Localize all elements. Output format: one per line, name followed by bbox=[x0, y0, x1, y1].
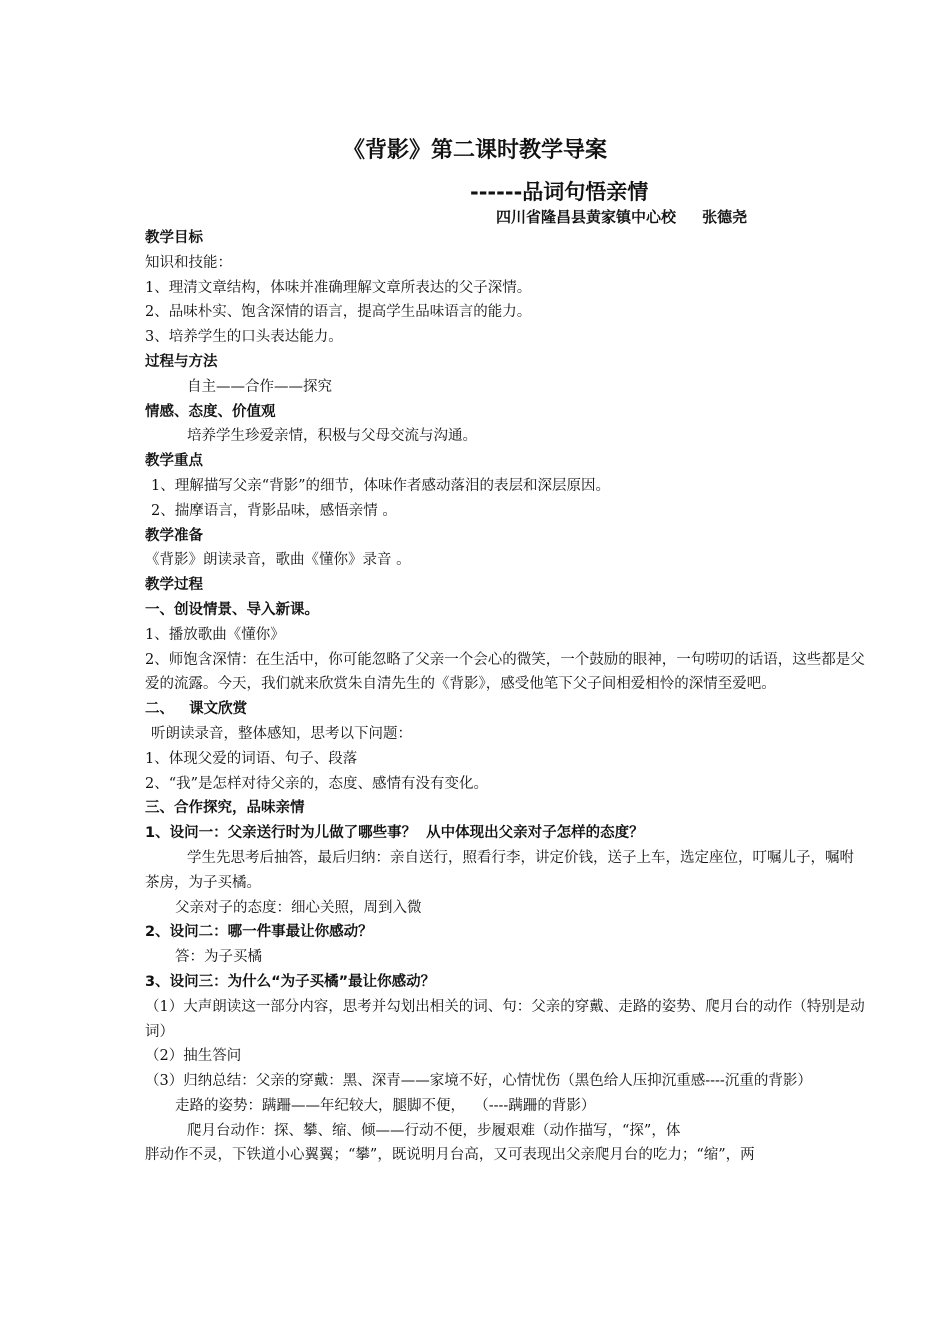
answer-text: 答：为子买橘 bbox=[175, 949, 262, 966]
question-heading: 3、设问三：为什么“为子买橘”最让你感动？ bbox=[145, 973, 436, 990]
key-point-item: 2、揣摩语言，背影品味，感悟亲情 。 bbox=[151, 502, 397, 519]
section-heading-values: 情感、态度、价值观 bbox=[145, 403, 276, 420]
step-heading: 二、 课文欣赏 bbox=[145, 701, 248, 718]
step-item: 1、播放歌曲《懂你》 bbox=[145, 626, 285, 643]
document-title: 《背影》第二课时教学导案 bbox=[342, 138, 607, 163]
objective-item: 1、理清文章结构，体味并准确理解文章所表达的父子深情。 bbox=[145, 279, 532, 296]
author-line: 四川省隆昌县黄家镇中心校 张德尧 bbox=[496, 208, 748, 226]
analysis-paragraph: （3）归纳总结：父亲的穿戴：黑、深青——家境不好，心情忧伤（黑色给人压抑沉重感----沉重的背影） bbox=[145, 1073, 812, 1090]
document-subtitle: ------品词句悟亲情 bbox=[470, 180, 649, 204]
section-heading-key-points: 教学重点 bbox=[145, 453, 203, 470]
answer-text: 父亲对子的态度：细心关照，周到入微 bbox=[175, 899, 422, 916]
step-heading: 三、合作探究，品味亲情 bbox=[145, 800, 305, 817]
analysis-item: （2）抽生答问 bbox=[145, 1048, 242, 1065]
preparation-text: 《背影》朗读录音，歌曲《懂你》录音 。 bbox=[145, 552, 411, 569]
objective-item: 3、培养学生的口头表达能力。 bbox=[145, 329, 343, 346]
method-text: 自主——合作——探究 bbox=[187, 378, 332, 395]
section-heading-process-method: 过程与方法 bbox=[145, 353, 218, 370]
step-item: 1、体现父爱的词语、句子、段落 bbox=[145, 750, 358, 767]
analysis-item: 胖动作不灵，下铁道小心翼翼；“攀”，既说明月台高，又可表现出父亲爬月台的吃力；“缩”，两 bbox=[145, 1147, 755, 1164]
analysis-paragraph: （1）大声朗读这一部分内容，思考并勾划出相关的词、句：父亲的穿戴、走路的姿势、爬月台的动作（特别是动词） bbox=[145, 998, 865, 1040]
step-paragraph: 2、师饱含深情：在生活中，你可能忽略了父亲一个会心的微笑，一个鼓励的眼神，一句唠叨的话语，这些都是父爱的流露。今天，我们就来欣赏朱自清先生的《背影》，感受他笔下父子间相爱相怜的深情至爱吧。 bbox=[145, 651, 865, 693]
question-heading: 1、设问一：父亲送行时为儿做了哪些事？ 从中体现出父亲对子怎样的态度？ bbox=[145, 825, 644, 842]
section-heading-preparation: 教学准备 bbox=[145, 527, 203, 544]
step-heading: 一、创设情景、导入新课。 bbox=[145, 601, 319, 618]
analysis-item: 爬月台动作：探、攀、缩、倾——行动不便，步履艰难（动作描写，“探”，体 bbox=[187, 1122, 681, 1139]
document-body bbox=[145, 226, 865, 1168]
question-heading: 2、设问二：哪一件事最让你感动？ bbox=[145, 924, 373, 941]
section-heading-objectives: 教学目标 bbox=[145, 230, 203, 246]
analysis-item: 走路的姿势：蹒跚——年纪较大，腿脚不便， （----蹒跚的背影） bbox=[175, 1097, 596, 1114]
values-text: 培养学生珍爱亲情，积极与父母交流与沟通。 bbox=[187, 428, 477, 445]
section-heading-teaching-process: 教学过程 bbox=[145, 577, 203, 594]
key-point-item: 1、理解描写父亲“背影”的细节，体味作者感动落泪的表层和深层原因。 bbox=[151, 477, 611, 494]
answer-paragraph: 学生先思考后抽答，最后归纳：亲自送行，照看行李，讲定价钱，送子上车，选定座位，叮嘱儿子，嘱咐茶房，为子买橘。 bbox=[145, 849, 854, 891]
subheading-knowledge: 知识和技能： bbox=[145, 254, 232, 271]
objective-item: 2、品味朴实、饱含深情的语言，提高学生品味语言的能力。 bbox=[145, 304, 532, 321]
step-item: 2、“我”是怎样对待父亲的，态度、感情有没有变化。 bbox=[145, 775, 489, 792]
step-item: 听朗读录音，整体感知，思考以下问题： bbox=[151, 725, 412, 742]
